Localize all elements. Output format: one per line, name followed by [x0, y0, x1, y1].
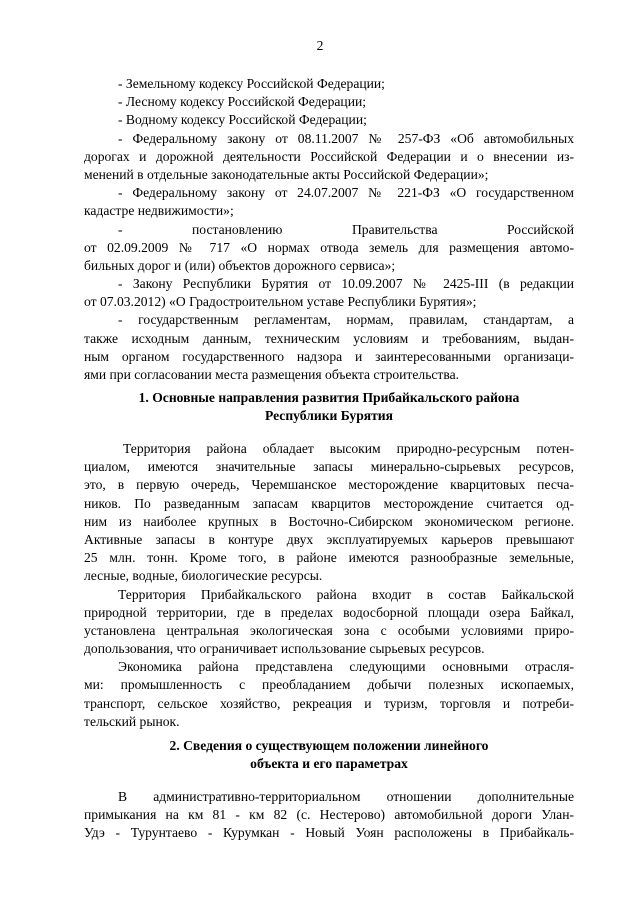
paragraph-line: лесные, водные, биологические ресурсы.: [84, 568, 323, 584]
paragraph-line: установлена центральная экологическая зона с особыми условиями приро-: [84, 622, 574, 638]
list-item: - Земельному кодексу Российской Федерации;: [118, 76, 385, 91]
paragraph-line: ним из наиболее крупных в Восточно-Сибирском экономическом регионе.: [84, 513, 574, 529]
page-number: 2: [316, 38, 324, 53]
paragraph-line: Удэ - Турунтаево - Курумкан - Новый Уоян расположены в Прибайкаль-: [84, 825, 574, 841]
paragraph-line: Территория района обладает высоким природно-ресурсным потен-: [123, 441, 574, 456]
normative-list: [84, 75, 574, 384]
list-item: - государственным регламентам, нормам, правилам, стандартам, а: [118, 312, 574, 328]
list-item: - Федеральному закону от 24.07.2007 № 221-ФЗ «О государственном: [118, 185, 574, 201]
list-item-continuation: также исходным данным, техническим условиям и требованиям, выдан-: [84, 330, 574, 346]
paragraph-line: ми: промышленность с преобладанием добычи полезных ископаемых,: [84, 677, 574, 693]
paragraph-line: Активные запасы в контуре двух эксплуатируемых карьеров превышают: [84, 531, 574, 547]
heading-line: Республики Бурятия: [264, 408, 393, 424]
paragraph-line: природной территории, где в пределах водосборной площади озера Байкал,: [84, 604, 574, 620]
list-item-continuation: кадастре недвижимости»;: [84, 203, 234, 219]
heading-line: объекта и его параметрах: [250, 756, 408, 772]
list-item-continuation: от 07.03.2012) «О Градостроительном уставе Республики Бурятия»;: [84, 294, 477, 310]
heading-line: 2. Сведения о существующем положении линейного: [169, 738, 489, 753]
heading-line: 1. Основные направления развития Прибайкальского района: [138, 390, 520, 405]
paragraph-line: транспорт, сельское хозяйство, рекреация и туризм, торговля и потреби-: [84, 695, 574, 711]
list-item-continuation: бильных дорог и (или) объектов дорожного сервиса»;: [84, 257, 396, 273]
paragraph-line: ников. По разведанным запасам кварцитов месторождение считается од-: [84, 495, 574, 511]
list-item: - постановлению Правительства Российской: [118, 221, 574, 237]
paragraph-line: тельский рынок.: [84, 713, 180, 729]
list-item-continuation: ями при согласовании места размещения объекта строительства.: [84, 367, 460, 382]
list-item-continuation: дорогах и дорожной деятельности Российской Федерации и о внесении из-: [84, 148, 574, 164]
list-item: - Федеральному закону от 08.11.2007 № 257-ФЗ «Об автомобильных: [118, 130, 574, 146]
section-1-heading: [84, 389, 574, 425]
paragraph-line: это, в первую очередь, Черемшанское месторождение кварцитовых песча-: [84, 477, 574, 493]
list-item-continuation: менений в отдельные законодательные акты Российской Федерации»;: [84, 166, 489, 182]
section-2-body: [84, 788, 574, 843]
paragraph-line: В административно-территориальном отношении дополнительные: [118, 789, 574, 804]
section-1-body: [84, 440, 574, 731]
paragraph-line: циалом, имеются значительные запасы минерально-сырьевых ресурсов,: [84, 459, 574, 475]
paragraph-line: Экономика района представлена следующими основными отрасля-: [118, 659, 574, 675]
section-2-heading: [84, 737, 574, 773]
list-item: - Закону Республики Бурятия от 10.09.2007 № 2425-III (в редакции: [118, 276, 574, 292]
paragraph-line: допользования, что ограничивает использование сырьевых ресурсов.: [84, 641, 485, 657]
paragraph-line: 25 млн. тонн. Кроме того, в районе имеются разнообразные земельные,: [84, 550, 574, 566]
paragraph-line: Территория Прибайкальского района входит в состав Байкальской: [118, 586, 574, 602]
paragraph-line: примыкания на км 81 - км 82 (с. Нестерово) автомобильной дороги Улан-: [84, 807, 574, 823]
list-item-continuation: от 02.09.2009 № 717 «О нормах отвода земель для размещения автомо-: [84, 239, 574, 255]
list-item: - Водному кодексу Российской Федерации;: [118, 112, 367, 128]
list-item-continuation: ным органом государственного надзора и заинтересованными организаци-: [84, 348, 574, 364]
list-item: - Лесному кодексу Российской Федерации;: [118, 94, 367, 110]
